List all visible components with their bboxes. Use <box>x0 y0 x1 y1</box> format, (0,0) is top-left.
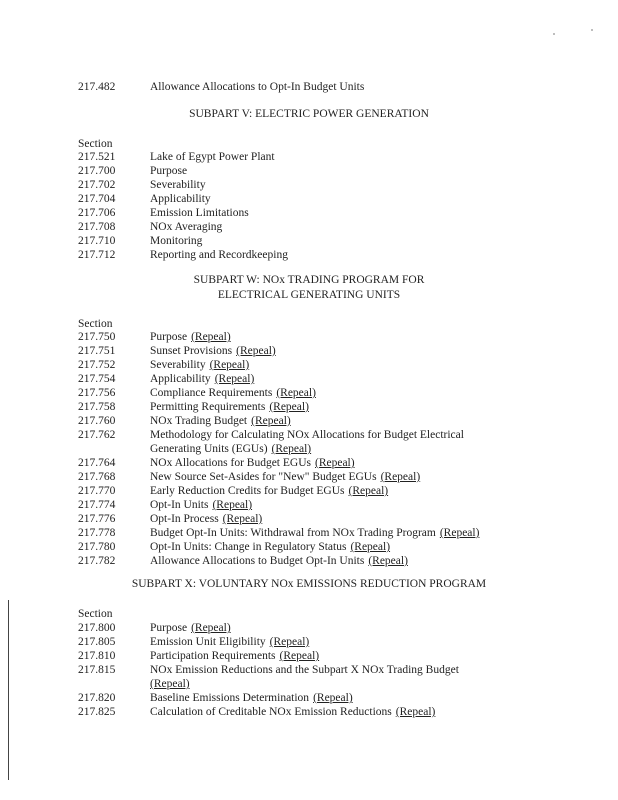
repeal-mark: (Repeal) <box>314 457 355 469</box>
section-number: 217.710 <box>78 235 116 247</box>
section-title: New Source Set-Asides for "New" Budget EGUs <box>150 471 377 483</box>
section-title: Early Reduction Credits for Budget EGUs <box>150 485 345 497</box>
section-title: NOx Trading Budget <box>150 415 248 427</box>
section-number: 217.760 <box>78 415 116 427</box>
scan-edge-line <box>8 600 9 780</box>
repeal-mark: (Repeal) <box>150 678 190 690</box>
section-title: Severability <box>150 179 206 191</box>
repeal-mark: (Repeal) <box>350 541 391 553</box>
scan-speck <box>591 29 593 31</box>
section-title: Emission Unit Eligibility <box>150 636 266 648</box>
repeal-mark: (Repeal) <box>191 622 231 634</box>
scan-speck <box>553 33 555 35</box>
section-label: Section <box>78 318 113 330</box>
repeal-mark: (Repeal) <box>395 706 436 718</box>
section-number: 217.778 <box>78 527 116 539</box>
section-number: 217.800 <box>78 622 116 634</box>
section-title: Purpose <box>150 331 188 343</box>
section-title: Lake of Egypt Power Plant <box>150 151 275 163</box>
section-number: 217.782 <box>78 555 116 567</box>
repeal-mark: (Repeal) <box>214 373 255 385</box>
section-title: Applicability <box>150 193 211 205</box>
section-number: 217.805 <box>78 636 116 648</box>
section-title: Sunset Provisions <box>150 345 233 357</box>
subpart-w-heading: SUBPART W: NOx TRADING PROGRAM FOR <box>193 274 425 286</box>
section-number: 217.758 <box>78 401 116 413</box>
section-number: 217.521 <box>78 151 116 163</box>
repeal-mark: (Repeal) <box>222 513 263 525</box>
section-number: 217.712 <box>78 249 116 261</box>
section-title: Reporting and Recordkeeping <box>150 249 288 261</box>
section-number: 217.706 <box>78 207 116 219</box>
repeal-mark: (Repeal) <box>212 499 253 511</box>
repeal-mark: (Repeal) <box>191 331 231 343</box>
section-title: Budget Opt-In Units: Withdrawal from NOx Trading Program <box>150 527 436 539</box>
repeal-mark: (Repeal) <box>380 471 421 483</box>
repeal-mark: (Repeal) <box>271 443 312 455</box>
section-title: Opt-In Process <box>150 513 219 525</box>
section-number: 217.756 <box>78 387 116 399</box>
section-number: 217.704 <box>78 193 116 205</box>
repeal-mark: (Repeal) <box>439 527 480 539</box>
section-number: 217.702 <box>78 179 116 191</box>
section-title: Purpose <box>150 165 188 177</box>
section-number: 217.780 <box>78 541 116 553</box>
repeal-mark: (Repeal) <box>236 345 276 357</box>
section-number: 217.754 <box>78 373 116 385</box>
section-number: 217.750 <box>78 331 116 343</box>
section-title: NOx Averaging <box>150 221 223 233</box>
section-title-continued: Generating Units (EGUs) <box>150 443 268 455</box>
section-number: 217.482 <box>78 81 116 93</box>
section-number: 217.815 <box>78 664 116 676</box>
section-title: Opt-In Units <box>150 499 209 511</box>
section-number: 217.751 <box>78 345 116 357</box>
section-number: 217.820 <box>78 692 116 704</box>
repeal-mark: (Repeal) <box>348 485 389 497</box>
section-title: Monitoring <box>150 235 203 247</box>
section-title: Applicability <box>150 373 211 385</box>
section-title: Calculation of Creditable NOx Emission Reductions <box>150 706 392 718</box>
section-title: Emission Limitations <box>150 207 249 219</box>
repeal-mark: (Repeal) <box>269 636 310 648</box>
section-title: Permitting Requirements <box>150 401 266 413</box>
section-number: 217.762 <box>78 429 116 441</box>
section-title: Purpose <box>150 622 188 634</box>
section-number: 217.768 <box>78 471 116 483</box>
section-title: Participation Requirements <box>150 650 276 662</box>
section-title: Allowance Allocations to Budget Opt-In Units <box>150 555 365 567</box>
repeal-mark: (Repeal) <box>209 359 250 371</box>
subpart-v-heading: SUBPART V: ELECTRIC POWER GENERATION <box>189 108 429 120</box>
repeal-mark: (Repeal) <box>269 401 309 413</box>
subpart-w-heading-line2: ELECTRICAL GENERATING UNITS <box>217 289 401 301</box>
repeal-mark: (Repeal) <box>276 387 316 399</box>
section-number: 217.810 <box>78 650 116 662</box>
repeal-mark: (Repeal) <box>313 692 353 704</box>
section-number: 217.770 <box>78 485 116 497</box>
subpart-x-heading: SUBPART X: VOLUNTARY NOx EMISSIONS REDUCTION PROGRAM <box>131 578 487 590</box>
repeal-mark: (Repeal) <box>251 415 291 427</box>
section-title: NOx Allocations for Budget EGUs <box>150 457 311 469</box>
section-title: Baseline Emissions Determination <box>150 692 310 704</box>
section-number: 217.708 <box>78 221 116 233</box>
section-number: 217.825 <box>78 706 116 718</box>
section-title: Severability <box>150 359 206 371</box>
section-number: 217.752 <box>78 359 116 371</box>
repeal-mark: (Repeal) <box>368 555 408 567</box>
section-title: Allowance Allocations to Opt-In Budget Units <box>150 81 365 93</box>
section-number: 217.700 <box>78 165 116 177</box>
section-title: NOx Emission Reductions and the Subpart X NOx Trading Budget <box>150 664 459 676</box>
section-number: 217.776 <box>78 513 116 525</box>
section-label: Section <box>78 608 113 620</box>
section-number: 217.774 <box>78 499 116 511</box>
section-title: Compliance Requirements <box>150 387 273 399</box>
section-label: Section <box>78 138 113 150</box>
section-title: Methodology for Calculating NOx Allocations for Budget Electrical <box>150 429 464 441</box>
repeal-mark: (Repeal) <box>279 650 320 662</box>
section-number: 217.764 <box>78 457 116 469</box>
section-title: Opt-In Units: Change in Regulatory Status <box>150 541 347 553</box>
